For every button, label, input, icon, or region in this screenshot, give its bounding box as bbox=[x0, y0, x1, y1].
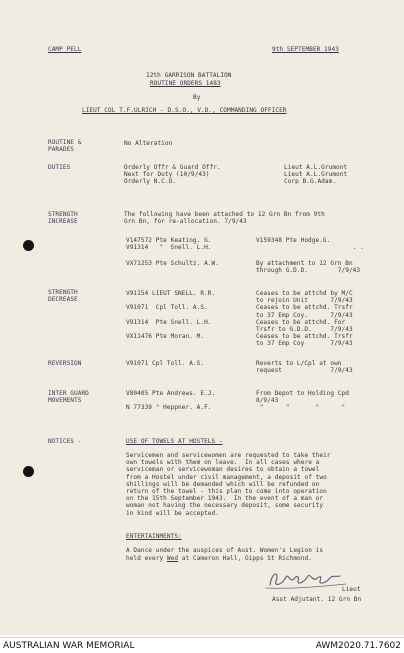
towels-title: USE OF TOWELS AT HOSTELS - bbox=[126, 438, 223, 445]
footer-institution: AUSTRALIAN WAR MEMORIAL bbox=[3, 641, 135, 651]
duties-officers: Lieut A.L.Grumont Lieut A.L.Grumont Corp B.G.Adam. bbox=[284, 164, 348, 186]
inter-guard-label: INTER GUARD MOVEMENTS bbox=[48, 390, 89, 405]
increase-schultz-note: By attachment to 12 Grn Bn through G.D.D. 7/9/43 bbox=[256, 260, 361, 275]
decrease-notes: Ceases to be attchd by M/C to rejoin Unit 7/9/43 Ceases to be attchd. Trsfr to 37 Emp Coy. 7/9/43 Ceases to be attchd. For Trsfr to G.D.D. 7/9/43 Ceases to be attchd. Trsfr to 37 Emp Coy 7/9/43 bbox=[256, 290, 353, 348]
by-text: By bbox=[193, 94, 201, 101]
duties-label: DUTIES bbox=[48, 164, 71, 171]
entertainment-line-1: A Dance under the auspices of Aust. Women's Legion is bbox=[126, 547, 324, 554]
order-date: 9th SEPTEMBER 1943 bbox=[272, 46, 339, 53]
footer-accession-id: AWM2020.71.7602 bbox=[315, 641, 401, 651]
increase-list-left: V147572 Pte Keating. G. V91314 " Snell. L.H. bbox=[126, 237, 212, 252]
camp-name: CAMP PELL bbox=[48, 46, 82, 53]
footer-bar bbox=[0, 637, 404, 653]
inter-guard-names: V80405 Pte Andrews. E.J. N 77339 " Heppner. A.F. bbox=[126, 390, 216, 412]
entertainments-title: ENTERTAINMENTS: bbox=[126, 533, 182, 540]
increase-list-right: V159348 Pte Hodge.G. . . bbox=[256, 237, 364, 252]
signature-title: Asst Adjutant. 12 Grn Bn bbox=[272, 596, 362, 603]
reversion-label: REVERSION bbox=[48, 360, 82, 367]
punch-hole-top bbox=[23, 240, 34, 251]
decrease-names: V91154 LIEUT SNELL. R.R. V91071 Cpl Toll. A.S. V91314 Pte Snell. L.H. VX11476 Pte Moran. M. bbox=[126, 290, 216, 341]
reversion-note: Reverts to L/Cpl at own request 7/9/43 bbox=[256, 360, 353, 375]
punch-hole-bottom bbox=[23, 466, 34, 477]
routine-text: No Alteration bbox=[124, 140, 173, 147]
towels-text: Servicemen and servicewomen are requested to take their own towels with them on leave. In all cases where a serviceman or servicewoman desires to obtain a towel from a Hostel under civil management, a deposit of two shillings will be demanded which will be refunded on return of the towel - this plan to come into operation on the 15th September 1943. In the event of a man or woman not having the necessary deposit, some security in kind will be accepted. bbox=[126, 452, 331, 517]
inter-guard-notes: From Depot to Holding Cpd 8/9/43 " " " " bbox=[256, 390, 349, 412]
reversion-name: V91071 Cpl Toll. A.S. bbox=[126, 360, 205, 367]
entertainment-line-2: held every Wed at Cameron Hall, Gipps St Richmond. bbox=[126, 555, 312, 562]
battalion-title: 12th GARRISON BATTALION bbox=[146, 72, 232, 79]
increase-label: STRENGTH INCREASE bbox=[48, 211, 78, 226]
increase-schultz: VX71253 Pte Schultz. A.W. bbox=[126, 260, 219, 267]
routine-label: ROUTINE & PARADES bbox=[48, 139, 82, 154]
notices-label: NOTICES - bbox=[48, 438, 82, 445]
orders-title: ROUTINE ORDERS 1483 bbox=[150, 80, 221, 87]
handwritten-signature bbox=[262, 567, 352, 593]
commanding-officer: LIEUT COL T.F.ULRICH - D.S.O., V.D., COMMANDING OFFICER bbox=[82, 107, 287, 114]
increase-intro: The following have been attached to 12 Grn Bn from 9th Grn Bn, for re-allocation. 7/9/43 bbox=[124, 211, 325, 226]
decrease-label: STRENGTH DECREASE bbox=[48, 289, 78, 304]
duties-roles: Orderly Offr & Guard Offr. Next for Duty (10/9/43) Orderly N.C.O. bbox=[124, 164, 221, 186]
signature-rank: Lieut bbox=[342, 586, 361, 593]
